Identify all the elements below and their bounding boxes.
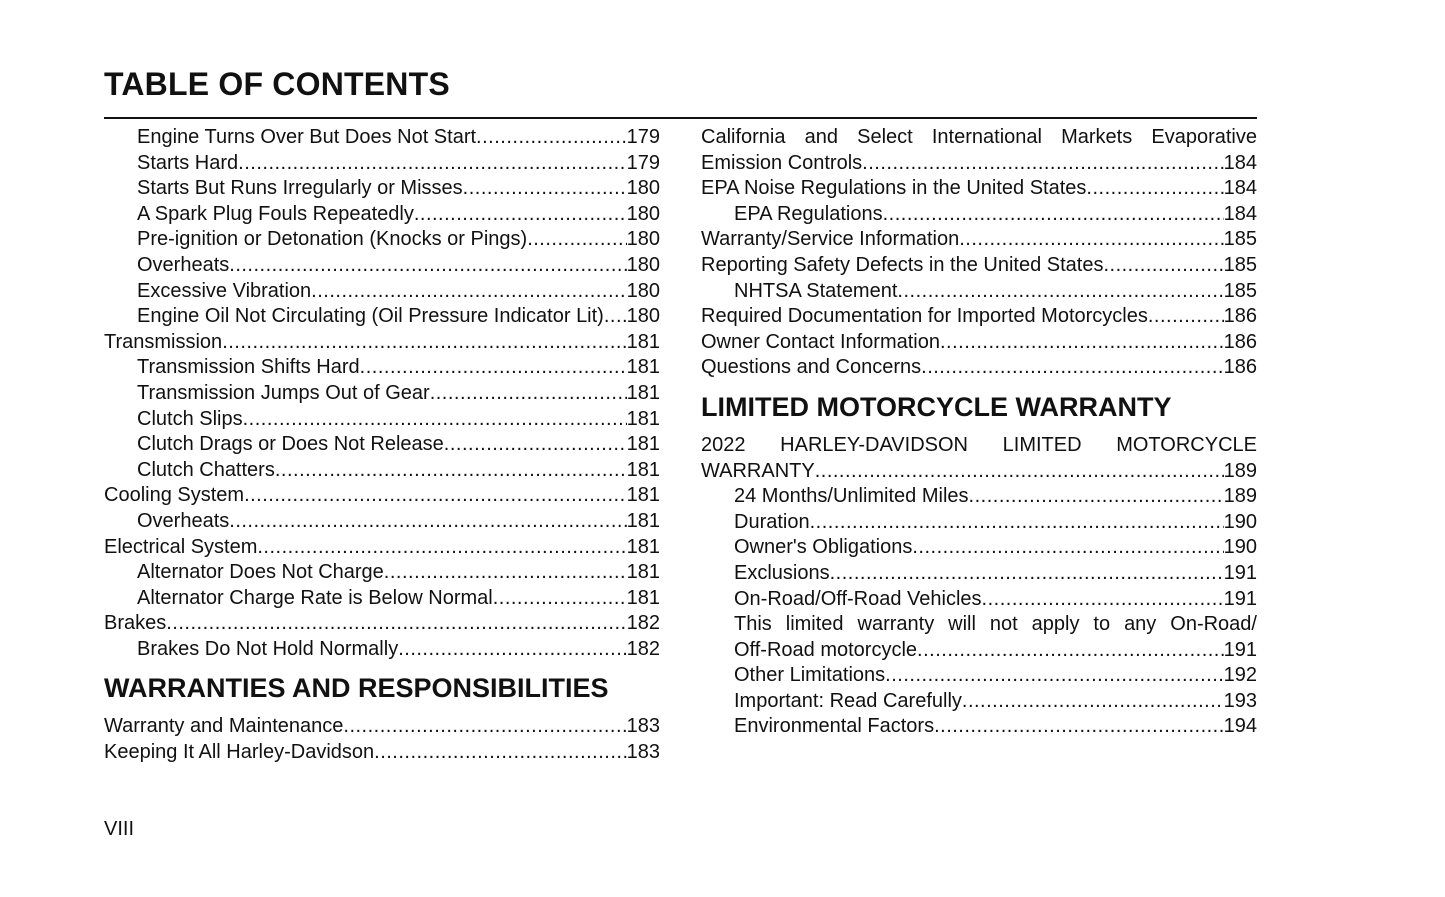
toc-entry-page: 186	[1223, 356, 1257, 379]
toc-entry[interactable]	[104, 304, 660, 330]
toc-entry[interactable]	[701, 510, 1257, 536]
right-entry-list	[701, 151, 1257, 381]
dot-leader	[885, 663, 1223, 689]
toc-entry[interactable]	[104, 458, 660, 484]
dot-leader	[962, 689, 1224, 715]
dot-leader	[414, 202, 627, 228]
toc-entry-title: Overheats	[137, 253, 230, 276]
toc-entry-page: 180	[626, 279, 660, 302]
dot-leader	[921, 355, 1223, 381]
dot-leader	[275, 458, 627, 484]
toc-entry[interactable]	[701, 689, 1257, 715]
toc-entry-word: HARLEY-DAVIDSON	[780, 433, 968, 456]
toc-entry-limited-warranty-line1[interactable]	[701, 433, 1257, 459]
toc-entry-word: and	[804, 126, 838, 148]
toc-left-column	[104, 125, 660, 766]
toc-entry[interactable]	[104, 483, 660, 509]
toc-entry-title: EPA Noise Regulations in the United States	[701, 177, 1087, 200]
dot-leader	[476, 125, 627, 151]
toc-entry-page: 181	[626, 535, 660, 558]
dot-leader	[912, 535, 1223, 561]
toc-entry-title: Transmission Shifts Hard	[137, 356, 360, 379]
toc-entry-word: Select	[857, 126, 913, 148]
toc-entry-title: Warranty and Maintenance	[104, 715, 344, 738]
toc-entry[interactable]	[701, 355, 1257, 381]
toc-entry-word: any	[1124, 613, 1157, 636]
toc-entry-page: 185	[1223, 279, 1257, 302]
toc-entry[interactable]	[701, 484, 1257, 510]
toc-entry[interactable]	[701, 663, 1257, 689]
toc-entry-title: Important: Read Carefully	[734, 689, 962, 712]
dot-leader	[222, 330, 626, 356]
toc-entry-page: 193	[1223, 689, 1257, 712]
toc-entry-page: 185	[1223, 228, 1257, 251]
toc-entry-title: Exclusions	[734, 561, 830, 584]
toc-entry-evaporative-line1[interactable]	[701, 125, 1257, 151]
toc-entry-word: limited	[785, 613, 844, 636]
toc-entry-title: Overheats	[137, 509, 230, 532]
toc-entry-title: Brakes Do Not Hold Normally	[137, 637, 399, 660]
toc-entry[interactable]	[104, 432, 660, 458]
toc-entry-page: 191	[1223, 561, 1257, 584]
toc-entry-page: 181	[626, 561, 660, 584]
toc-entry-title: Starts But Runs Irregularly or Misses	[137, 177, 463, 200]
toc-entry[interactable]	[701, 638, 1257, 664]
toc-entry-word: Markets	[1061, 126, 1133, 148]
toc-entry-onroad-line1[interactable]	[701, 612, 1257, 638]
dot-leader	[343, 714, 626, 740]
dot-leader	[430, 381, 627, 407]
toc-entry[interactable]	[104, 330, 660, 356]
toc-entry-page: 190	[1223, 536, 1257, 559]
toc-entry-title: Transmission	[104, 330, 223, 353]
toc-entry-title: Clutch Slips	[137, 407, 243, 430]
toc-entry[interactable]	[701, 561, 1257, 587]
dot-leader	[862, 151, 1223, 177]
toc-entry-title: Duration	[734, 510, 810, 533]
toc-entry-page: 182	[626, 637, 660, 660]
toc-entry[interactable]	[701, 587, 1257, 613]
dot-leader	[815, 459, 1224, 485]
toc-entry-title: Emission Controls	[701, 151, 863, 174]
toc-entry[interactable]	[701, 227, 1257, 253]
toc-entry-title: Warranty/Service Information	[701, 228, 960, 251]
toc-entry-page: 194	[1223, 715, 1257, 738]
dot-leader	[257, 535, 626, 561]
toc-entry-page: 180	[626, 253, 660, 276]
dot-leader	[398, 637, 626, 663]
dot-leader	[463, 176, 627, 202]
toc-entry[interactable]	[104, 535, 660, 561]
toc-entry-page: 190	[1223, 510, 1257, 533]
section-title-limited-warranty: LIMITED MOTORCYCLE WARRANTY	[701, 391, 1172, 422]
toc-entry-word: International	[931, 126, 1042, 148]
toc-entry-title: Brakes	[104, 612, 167, 635]
toc-entry-word: not	[989, 613, 1018, 636]
toc-entry[interactable]	[104, 611, 660, 637]
toc-entry-title: Cooling System	[104, 484, 245, 507]
dot-leader	[384, 560, 627, 586]
page-number: VIII	[104, 818, 135, 840]
dot-leader	[917, 638, 1224, 664]
toc-entry-title: Excessive Vibration	[137, 279, 312, 302]
toc-entry-title: Owner's Obligations	[734, 536, 913, 559]
toc-entry[interactable]	[104, 509, 660, 535]
toc-entry-page: 181	[626, 433, 660, 456]
toc-entry-title: Alternator Charge Rate is Below Normal	[137, 586, 493, 609]
toc-entry-page: 189	[1223, 485, 1257, 508]
dot-leader	[959, 227, 1223, 253]
toc-entry-word: 2022	[701, 433, 746, 456]
toc-entry[interactable]	[701, 459, 1257, 485]
dot-leader	[810, 510, 1224, 536]
toc-entry-title: Pre-ignition or Detonation (Knocks or Pings)	[137, 228, 528, 251]
toc-entry[interactable]	[701, 279, 1257, 305]
toc-entry[interactable]	[104, 253, 660, 279]
toc-entry[interactable]	[104, 381, 660, 407]
toc-entry[interactable]	[104, 407, 660, 433]
title-divider	[104, 117, 1257, 119]
toc-entry[interactable]	[701, 330, 1257, 356]
toc-entry-title: Keeping It All Harley-Davidson	[104, 741, 375, 764]
dot-leader	[527, 227, 626, 253]
toc-entry-page: 181	[626, 509, 660, 532]
dot-leader	[1148, 304, 1224, 330]
toc-entry[interactable]	[104, 740, 660, 766]
section-title-warranties: WARRANTIES AND RESPONSIBILITIES	[104, 673, 609, 704]
dot-leader	[883, 202, 1224, 228]
dot-leader	[374, 740, 626, 766]
toc-entry-page: 179	[626, 151, 660, 174]
toc-entry-title: Questions and Concerns	[701, 356, 922, 379]
toc-entry-page: 186	[1223, 305, 1257, 328]
dot-leader	[969, 484, 1224, 510]
toc-entry[interactable]	[701, 176, 1257, 202]
toc-entry[interactable]	[104, 637, 660, 663]
toc-entry-page: 182	[626, 612, 660, 635]
toc-entry-title: Transmission Jumps Out of Gear	[137, 381, 430, 404]
toc-entry-word: to	[1093, 613, 1111, 636]
dot-leader	[243, 407, 627, 433]
toc-entry-title: Environmental Factors	[734, 715, 935, 738]
toc-entry-page: 180	[626, 228, 660, 251]
toc-entry[interactable]	[701, 202, 1257, 228]
warranties-entry-list	[104, 714, 660, 765]
toc-entry[interactable]	[104, 202, 660, 228]
dot-leader	[229, 253, 626, 279]
toc-entry[interactable]	[104, 125, 660, 151]
limited-warranty-entry-list-continued	[701, 638, 1257, 740]
toc-entry[interactable]	[104, 586, 660, 612]
toc-entry-page: 184	[1223, 202, 1257, 225]
dot-leader	[311, 279, 626, 305]
toc-entry-word: apply	[1031, 613, 1080, 636]
toc-entry[interactable]	[104, 560, 660, 586]
toc-entry[interactable]	[701, 151, 1257, 177]
toc-entry-page: 192	[1223, 664, 1257, 687]
dot-leader	[244, 483, 627, 509]
toc-entry-page: 184	[1223, 151, 1257, 174]
toc-entry-page: 191	[1223, 587, 1257, 610]
toc-entry[interactable]	[104, 151, 660, 177]
toc-entry[interactable]	[104, 714, 660, 740]
toc-entry-word: LIMITED	[1002, 433, 1082, 456]
toc-entry[interactable]	[104, 355, 660, 381]
dot-leader	[493, 586, 627, 612]
toc-entry-page: 180	[626, 177, 660, 200]
toc-entry-word: On-Road/	[1170, 613, 1257, 636]
toc-entry-page: 183	[626, 715, 660, 738]
toc-entry[interactable]	[701, 714, 1257, 740]
dot-leader	[830, 561, 1224, 587]
toc-entry-title: 24 Months/Unlimited Miles	[734, 485, 969, 508]
toc-right-column	[701, 125, 1257, 740]
toc-entry-page: 183	[626, 741, 660, 764]
dot-leader	[1103, 253, 1223, 279]
dot-leader	[982, 587, 1224, 613]
limited-warranty-entry-list	[701, 459, 1257, 613]
toc-entry-page: 185	[1223, 253, 1257, 276]
toc-entry[interactable]	[701, 535, 1257, 561]
toc-entry-title: Alternator Does Not Charge	[137, 561, 384, 584]
toc-entry[interactable]	[104, 227, 660, 253]
page-title: TABLE OF CONTENTS	[104, 66, 450, 102]
toc-entry-title: A Spark Plug Fouls Repeatedly	[137, 202, 414, 225]
dot-leader	[360, 355, 627, 381]
toc-entry-title: Owner Contact Information	[701, 330, 940, 353]
dot-leader	[1086, 176, 1223, 202]
toc-entry-page: 181	[626, 330, 660, 353]
toc-entry-page: 181	[626, 381, 660, 404]
toc-entry-title: On-Road/Off-Road Vehicles	[734, 587, 982, 610]
toc-entry-page: 181	[626, 407, 660, 430]
toc-entry-page: 186	[1223, 330, 1257, 353]
toc-entry-title: Off-Road motorcycle	[734, 638, 918, 661]
toc-entry[interactable]	[701, 253, 1257, 279]
toc-entry-word: California	[701, 126, 786, 148]
dot-leader	[940, 330, 1224, 356]
toc-entry-page: 189	[1223, 459, 1257, 482]
toc-entry-title: Reporting Safety Defects in the United States	[701, 253, 1104, 276]
dot-leader	[238, 151, 626, 177]
toc-entry-word: will	[948, 613, 976, 636]
toc-entry-title: Electrical System	[104, 535, 258, 558]
toc-entry-page: 181	[626, 484, 660, 507]
toc-entry[interactable]	[701, 304, 1257, 330]
toc-entry-title: Other Limitations	[734, 664, 886, 687]
dot-leader	[604, 304, 627, 330]
toc-entry-title: Required Documentation for Imported Motorcycles	[701, 305, 1148, 328]
toc-entry-word: This	[734, 613, 772, 636]
toc-entry-page: 191	[1223, 638, 1257, 661]
left-entry-list	[104, 125, 660, 662]
toc-entry[interactable]	[104, 176, 660, 202]
dot-leader	[934, 714, 1224, 740]
toc-entry-page: 180	[626, 305, 660, 328]
toc-entry-title: Starts Hard	[137, 151, 239, 174]
toc-entry-title: Clutch Chatters	[137, 458, 275, 481]
toc-entry-page: 184	[1223, 177, 1257, 200]
toc-entry-title: Engine Oil Not Circulating (Oil Pressure Indicator Lit)	[137, 305, 604, 328]
toc-entry-page: 181	[626, 586, 660, 609]
toc-entry-title: NHTSA Statement	[734, 279, 898, 302]
toc-entry-word: warranty	[857, 613, 935, 636]
toc-entry-word: Evaporative	[1151, 126, 1257, 148]
dot-leader	[897, 279, 1223, 305]
dot-leader	[229, 509, 626, 535]
toc-entry-title: EPA Regulations	[734, 202, 883, 225]
toc-entry-page: 179	[626, 126, 660, 148]
toc-entry-page: 181	[626, 356, 660, 379]
toc-entry-page: 181	[626, 458, 660, 481]
toc-entry-title: Clutch Drags or Does Not Release	[137, 433, 444, 456]
toc-entry-title: WARRANTY	[701, 459, 815, 482]
dot-leader	[166, 611, 626, 637]
toc-entry-page: 180	[626, 202, 660, 225]
dot-leader	[444, 432, 627, 458]
toc-entry-title: Engine Turns Over But Does Not Start	[137, 126, 477, 148]
toc-entry[interactable]	[104, 279, 660, 305]
toc-entry-word: MOTORCYCLE	[1116, 433, 1257, 456]
